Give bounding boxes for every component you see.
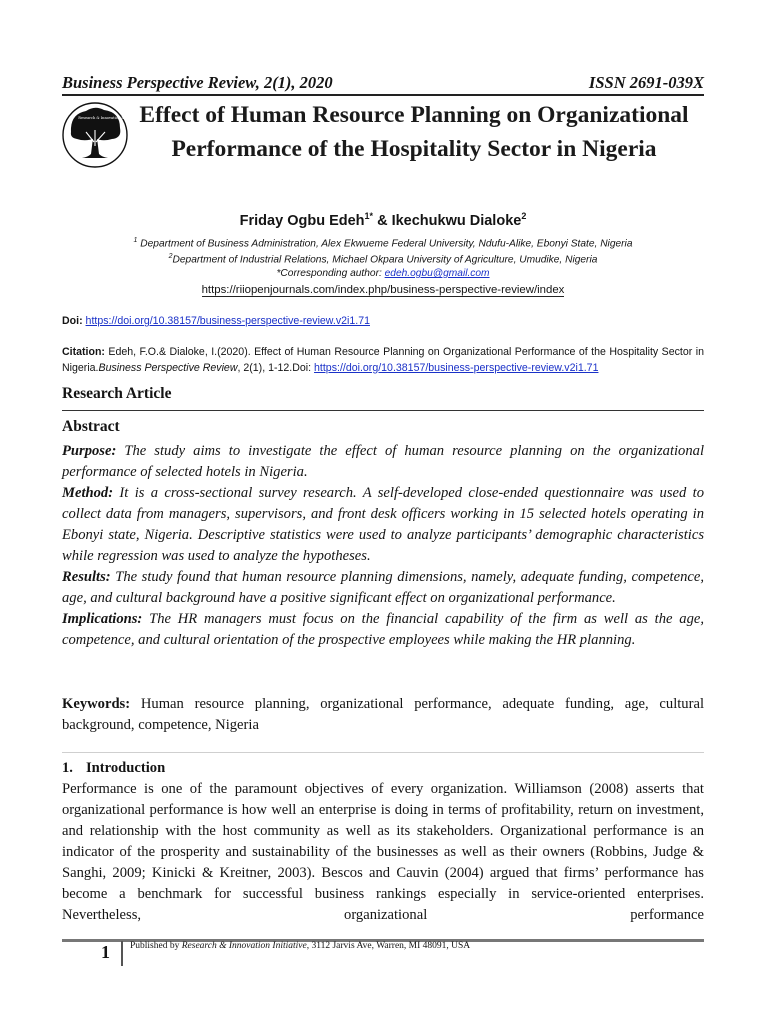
abstract-results: Results: The study found that human resource planning dimensions, namely, adequate funding, competence, age, and cultural background have a positive significant effect on organizational performance. — [62, 569, 704, 606]
author-2: Ikechukwu Dialoke — [391, 212, 522, 229]
abstract-heading: Abstract — [62, 418, 120, 435]
paper-title: Effect of Human Resource Planning on Organizational Performance of the Hospitality Sector in Nigeria — [139, 102, 689, 162]
abstract-method: Method: It is a cross-sectional survey research. A self-developed close-ended questionnaire was used to collect data from managers, supervisors, and front desk officers working in 15 selected hotels operating in Ebonyi state, Nigeria. Descriptive statistics were used to analyze participants’ demographic characteristics while regression was used to analyze the hypotheses. — [62, 485, 704, 564]
journal-name: Business Perspective Review, 2(1), 2020 — [62, 73, 333, 92]
keywords-rule — [62, 752, 704, 753]
footer-divider — [121, 941, 123, 966]
header-rule — [62, 94, 704, 96]
publisher-line: Published by Research & Innovation Initiative, 3112 Jarvis Ave, Warren, MI 48091, USA — [130, 941, 471, 951]
abstract-purpose: Purpose: The study aims to investigate the effect of human resource planning on the organizational performance of selected hotels in Nigeria. — [62, 443, 704, 480]
article-type-rule — [62, 410, 704, 411]
citation-doi-link[interactable]: https://doi.org/10.38157/business-perspective-review.v2i1.71 — [314, 361, 599, 374]
affiliation-1: $^1$ Department of Business Administration, Alex Ekwueme Federal University, Ndufu-Alike, Ebonyi State, Nigeria — [133, 237, 633, 250]
authors — [62, 211, 704, 229]
issn: ISSN 2691-039X — [588, 73, 704, 92]
introduction-heading: 1. Introduction — [62, 760, 166, 776]
author-2-marker: 2 — [521, 211, 527, 221]
author-1: Friday Ogbu Edeh — [239, 212, 365, 229]
introduction-body: Performance is one of the paramount objectives of every organization. Williamson (2008) asserts that organizational performance is how well an enterprise is doing in terms of profitability, return on investment, and relationship with the host community as well as its stakeholders. Organizational performance is an indicator of the prosperity and sustainability of the businesses as well as their owners (Robbins, Judge & Sanghi, 2009; Kinicki & Kreitner, 2003). Bescos and Cauvin (2004) argued that firms’ performance has become a benchmark for successful business rankings especially in service-oriented enterprises. Nevertheless, organizational performance — [62, 781, 704, 923]
publisher-logo — [62, 102, 138, 168]
citation: Citation: Edeh, F.O.& Dialoke, I.(2020). Effect of Human Resource Planning on Organizational Performance of the Hospitality Sector in Nigeria.Business Perspective Review, 2(1), 1-12.Doi: https://doi.org/10.38157/business-perspective-review.v2i1.71 — [62, 346, 704, 374]
journal-website[interactable]: https://riiopenjournals.com/index.php/business-perspective-review/index — [201, 284, 565, 296]
keywords: Keywords: Human resource planning, organizational performance, adequate funding, age, cultural background, competence, Nigeria — [62, 696, 704, 733]
author-1-marker: 1* — [364, 211, 374, 221]
logo-text: Research & Innovation Initiative — [78, 116, 138, 120]
corresponding-author: *Corresponding author: edeh.ogbu@gmail.com — [276, 268, 490, 279]
doi-line: Doi: https://doi.org/10.38157/business-perspective-review.v2i1.71 — [62, 315, 370, 327]
abstract-body — [62, 441, 704, 651]
abstract-implications: Implications: The HR managers must focus on the financial capability of the firm as well as the age, competence, and cultural orientation of the prospective employees while making the HR planning. — [62, 611, 704, 648]
corresponding-email-link[interactable]: edeh.ogbu@gmail.com — [384, 268, 490, 279]
doi-link[interactable]: https://doi.org/10.38157/business-perspective-review.v2i1.71 — [85, 315, 370, 327]
article-type: Research Article — [62, 385, 172, 402]
page-number: 1 — [101, 942, 110, 962]
affiliation-2: $^2$Department of Industrial Relations, Michael Okpara University of Agriculture, Umudike, Nigeria — [168, 253, 598, 266]
author-connector: & — [373, 212, 392, 229]
